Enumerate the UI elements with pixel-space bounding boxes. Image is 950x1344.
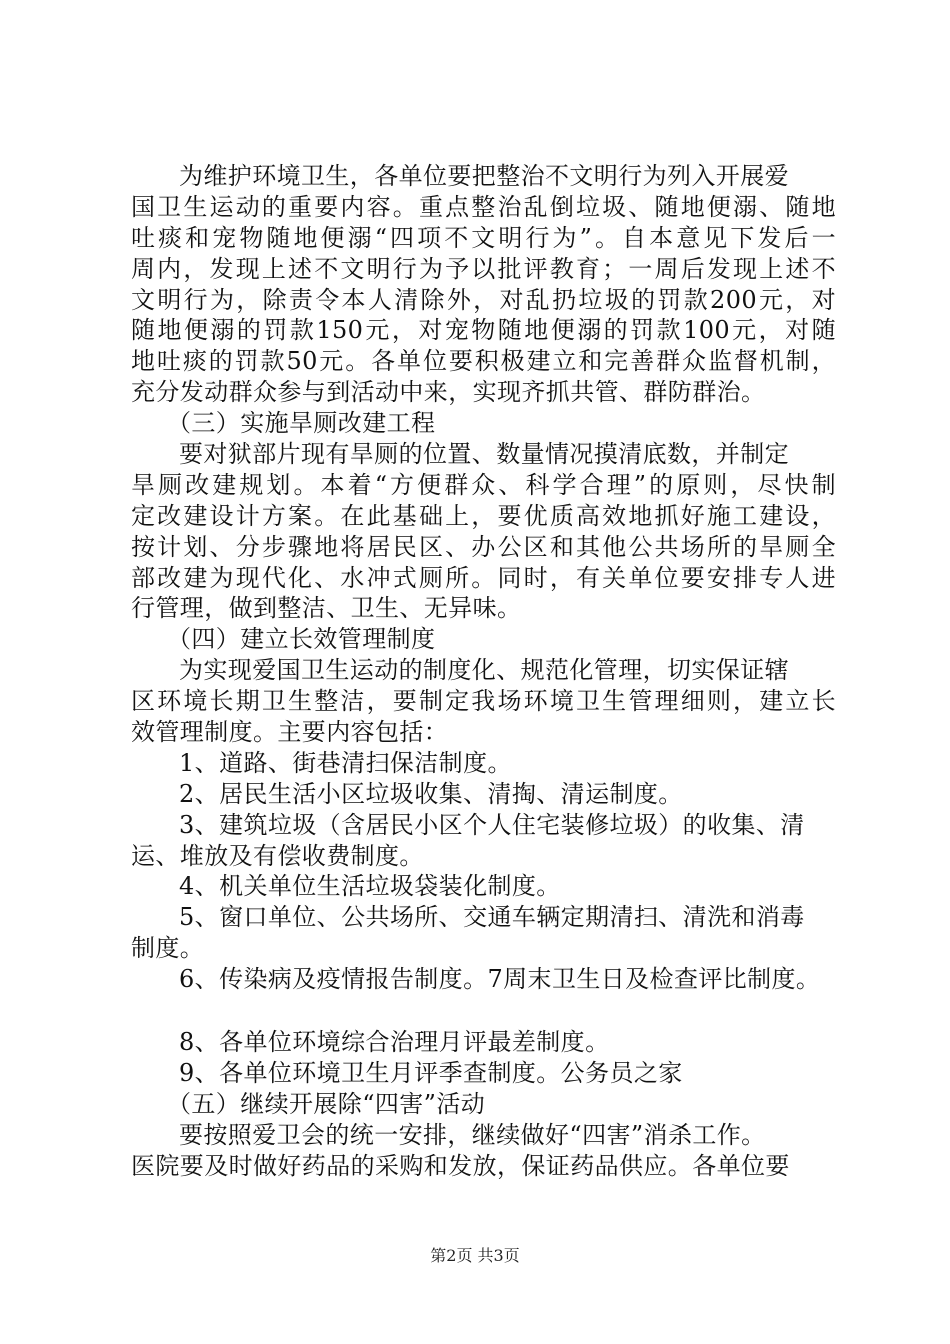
paragraph-line: 地吐痰的罚款50元。各单位要积极建立和完善群众监督机制， bbox=[131, 347, 836, 376]
list-item: 1、道路、街巷清扫保洁制度。 bbox=[179, 748, 512, 777]
paragraph-line: 效管理制度。主要内容包括： bbox=[131, 718, 449, 747]
list-item-continuation: 制度。 bbox=[131, 934, 205, 963]
list-item: 3、建筑垃圾（含居民小区个人住宅装修垃圾）的收集、清 bbox=[179, 810, 805, 839]
section-heading: （四）建立长效管理制度 bbox=[167, 625, 436, 654]
section-heading: （五）继续开展除“四害”活动 bbox=[167, 1089, 486, 1118]
paragraph-line: 为维护环境卫生，各单位要把整治不文明行为列入开展爱 bbox=[179, 162, 789, 190]
list-item-continuation: 运、堆放及有偿收费制度。 bbox=[131, 841, 424, 870]
body-text bbox=[131, 161, 836, 1182]
paragraph-line: 区环境长期卫生整洁，要制定我场环境卫生管理细则，建立长 bbox=[131, 687, 836, 716]
list-item: 5、窗口单位、公共场所、交通车辆定期清扫、清洗和消毒 bbox=[179, 903, 805, 932]
paragraph-line: 定改建设计方案。在此基础上，要优质高效地抓好施工建设， bbox=[131, 501, 836, 530]
paragraph-line: 国卫生运动的重要内容。重点整治乱倒垃圾、随地便溺、随地 bbox=[131, 192, 836, 221]
paragraph-line: 医院要及时做好药品的采购和发放，保证药品供应。各单位要 bbox=[131, 1151, 790, 1180]
paragraph-line: 要对狱部片现有旱厕的位置、数量情况摸清底数，并制定 bbox=[179, 440, 789, 469]
list-item: 4、机关单位生活垃圾袋装化制度。 bbox=[179, 872, 561, 901]
paragraph-line: 充分发动群众参与到活动中来，实现齐抓共管、群防群治。 bbox=[131, 378, 766, 407]
section-heading: （三）实施旱厕改建工程 bbox=[167, 409, 436, 438]
list-item: 9、各单位环境卫生月评季查制度。公务员之家 bbox=[179, 1058, 683, 1087]
paragraph-line: 随地便溺的罚款150元，对宠物随地便溺的罚款100元，对随 bbox=[131, 316, 836, 345]
paragraph-line: 要按照爱卫会的统一安排，继续做好“四害”消杀工作。 bbox=[179, 1120, 766, 1149]
list-item: 8、各单位环境综合治理月评最差制度。 bbox=[179, 1028, 610, 1057]
paragraph-line: 为实现爱国卫生运动的制度化、规范化管理，切实保证辖 bbox=[179, 656, 789, 685]
paragraph-line: 行管理，做到整洁、卫生、无异味。 bbox=[131, 594, 522, 623]
page-footer: 第2页 共3页 bbox=[430, 1246, 520, 1265]
list-item: 6、传染病及疫情报告制度。7周末卫生日及检查评比制度。 bbox=[179, 965, 821, 994]
paragraph-line: 文明行为，除责令本人清除外，对乱扔垃圾的罚款200元，对 bbox=[131, 285, 836, 314]
paragraph-line: 按计划、分步骤地将居民区、办公区和其他公共场所的旱厕全 bbox=[131, 532, 836, 561]
paragraph-line: 部改建为现代化、水冲式厕所。同时，有关单位要安排专人进 bbox=[131, 563, 836, 592]
paragraph-line: 周内，发现上述不文明行为予以批评教育；一周后发现上述不 bbox=[131, 254, 836, 283]
paragraph-line: 旱厕改建规划。本着“方便群众、科学合理”的原则，尽快制 bbox=[131, 470, 836, 499]
list-item: 2、居民生活小区垃圾收集、清掏、清运制度。 bbox=[179, 779, 683, 808]
blank-line bbox=[131, 995, 836, 1027]
paragraph-line: 吐痰和宠物随地便溺“四项不文明行为”。自本意见下发后一 bbox=[131, 223, 836, 252]
